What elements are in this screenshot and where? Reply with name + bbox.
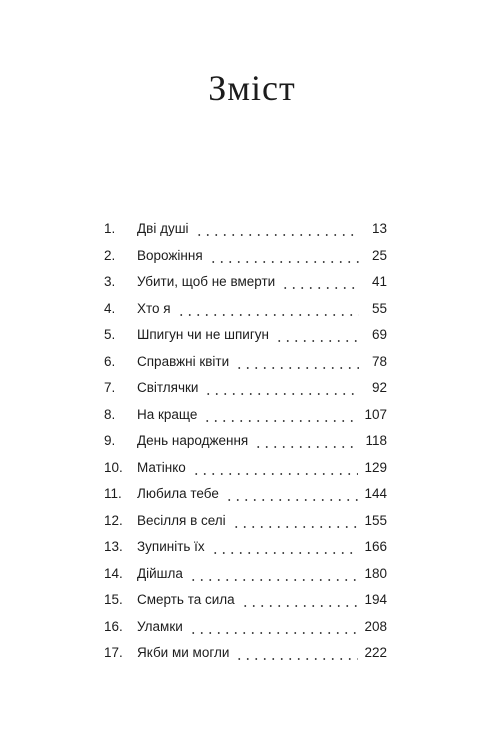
toc-entry[interactable]: [104, 642, 387, 669]
toc-entry-number: 4.: [104, 300, 116, 316]
toc-entry[interactable]: [104, 218, 387, 245]
toc-entry-page: 208: [364, 618, 387, 634]
toc-entry-number: 17.: [104, 645, 123, 660]
toc-entry-title: Дві душі: [137, 221, 189, 236]
toc-entry-title: Зупиніть їх: [137, 539, 205, 554]
toc-entry-title: Справжні квіти: [137, 353, 230, 369]
toc-entry[interactable]: [104, 271, 387, 298]
toc-entry-number: 11.: [104, 486, 122, 501]
toc-entry-page: 118: [365, 433, 387, 448]
toc-entry-number: 14.: [104, 565, 123, 581]
toc-entry-number: 13.: [104, 539, 123, 554]
toc-entry-number: 10.: [104, 459, 123, 475]
toc-entry[interactable]: [104, 483, 387, 510]
dot-leader: [241, 601, 359, 609]
toc-entry-number: 1.: [104, 221, 116, 236]
dot-leader: [189, 575, 359, 583]
dot-leader: [211, 548, 359, 556]
toc-entry-page: 155: [364, 512, 387, 528]
toc-entry[interactable]: [104, 536, 387, 563]
toc-entry-page: 194: [364, 592, 387, 607]
toc-entry[interactable]: [104, 351, 387, 378]
dot-leader: [189, 628, 359, 636]
toc-entry-page: 78: [371, 353, 387, 369]
toc-entry-title: Весілля в селі: [137, 512, 226, 528]
dot-leader: [204, 389, 359, 397]
toc-entry-title: Світлячки: [137, 380, 199, 395]
toc-entry-title: Шпигун чи не шпигун: [137, 327, 269, 342]
toc-entry[interactable]: [104, 616, 387, 643]
toc-entry[interactable]: [104, 430, 387, 457]
toc-entry-title: Уламки: [137, 618, 183, 634]
toc-entry-page: 25: [371, 247, 387, 263]
toc-entry-page: 41: [371, 274, 387, 289]
toc-entry[interactable]: [104, 563, 387, 590]
dot-leader: [275, 336, 359, 344]
toc-entry-page: 129: [364, 459, 387, 475]
toc-entry-title: Смерть та сила: [137, 592, 235, 607]
dot-leader: [192, 469, 359, 477]
toc-entry-number: 2.: [104, 247, 116, 263]
toc-entry-page: 180: [364, 565, 387, 581]
dot-leader: [281, 283, 359, 291]
toc-entry-page: 92: [371, 380, 387, 395]
toc-entry[interactable]: [104, 377, 387, 404]
dot-leader: [195, 230, 359, 238]
toc-entry-number: 8.: [104, 406, 116, 422]
toc-entry[interactable]: [104, 298, 387, 325]
dot-leader: [232, 522, 359, 530]
toc-entry-title: Любила тебе: [137, 486, 219, 501]
toc-entry-page: 69: [371, 327, 387, 342]
toc-entry[interactable]: [104, 510, 387, 537]
table-of-contents: [104, 218, 387, 669]
toc-entry-number: 16.: [104, 618, 123, 634]
toc-entry-number: 5.: [104, 327, 116, 342]
toc-entry-page: 13: [371, 221, 387, 236]
toc-entry[interactable]: [104, 245, 387, 272]
toc-entry-title: Хто я: [137, 300, 171, 316]
dot-leader: [235, 363, 359, 371]
toc-entry-title: Якби ми могли: [137, 645, 230, 660]
dot-leader: [225, 495, 359, 503]
toc-entry-title: Ворожіння: [137, 247, 203, 263]
toc-entry-page: 144: [364, 486, 387, 501]
toc-entry-title: Убити, щоб не вмерти: [137, 274, 276, 289]
toc-entry-title: Дійшла: [137, 565, 183, 581]
toc-entry[interactable]: [104, 324, 387, 351]
toc-entry-number: 6.: [104, 353, 116, 369]
toc-entry[interactable]: [104, 457, 387, 484]
toc-entry-page: 107: [364, 406, 387, 422]
toc-entry-title: Матінко: [137, 459, 186, 475]
toc-entry-title: На краще: [137, 406, 198, 422]
toc-entry-page: 55: [371, 300, 387, 316]
toc-entry-number: 7.: [104, 380, 116, 395]
toc-entry[interactable]: [104, 589, 387, 616]
dot-leader: [254, 442, 359, 450]
dot-leader: [209, 257, 359, 265]
toc-entry-number: 12.: [104, 512, 123, 528]
toc-entry-number: 15.: [104, 592, 123, 607]
toc-entry[interactable]: [104, 404, 387, 431]
toc-entry-title: День народження: [137, 433, 249, 448]
toc-entry-page: 222: [364, 645, 387, 660]
dot-leader: [177, 310, 359, 318]
dot-leader: [203, 416, 358, 424]
toc-entry-number: 3.: [104, 274, 116, 289]
toc-entry-page: 166: [364, 539, 387, 554]
toc-entry-number: 9.: [104, 433, 116, 448]
page-title: Зміст: [208, 68, 296, 108]
dot-leader: [235, 654, 358, 662]
